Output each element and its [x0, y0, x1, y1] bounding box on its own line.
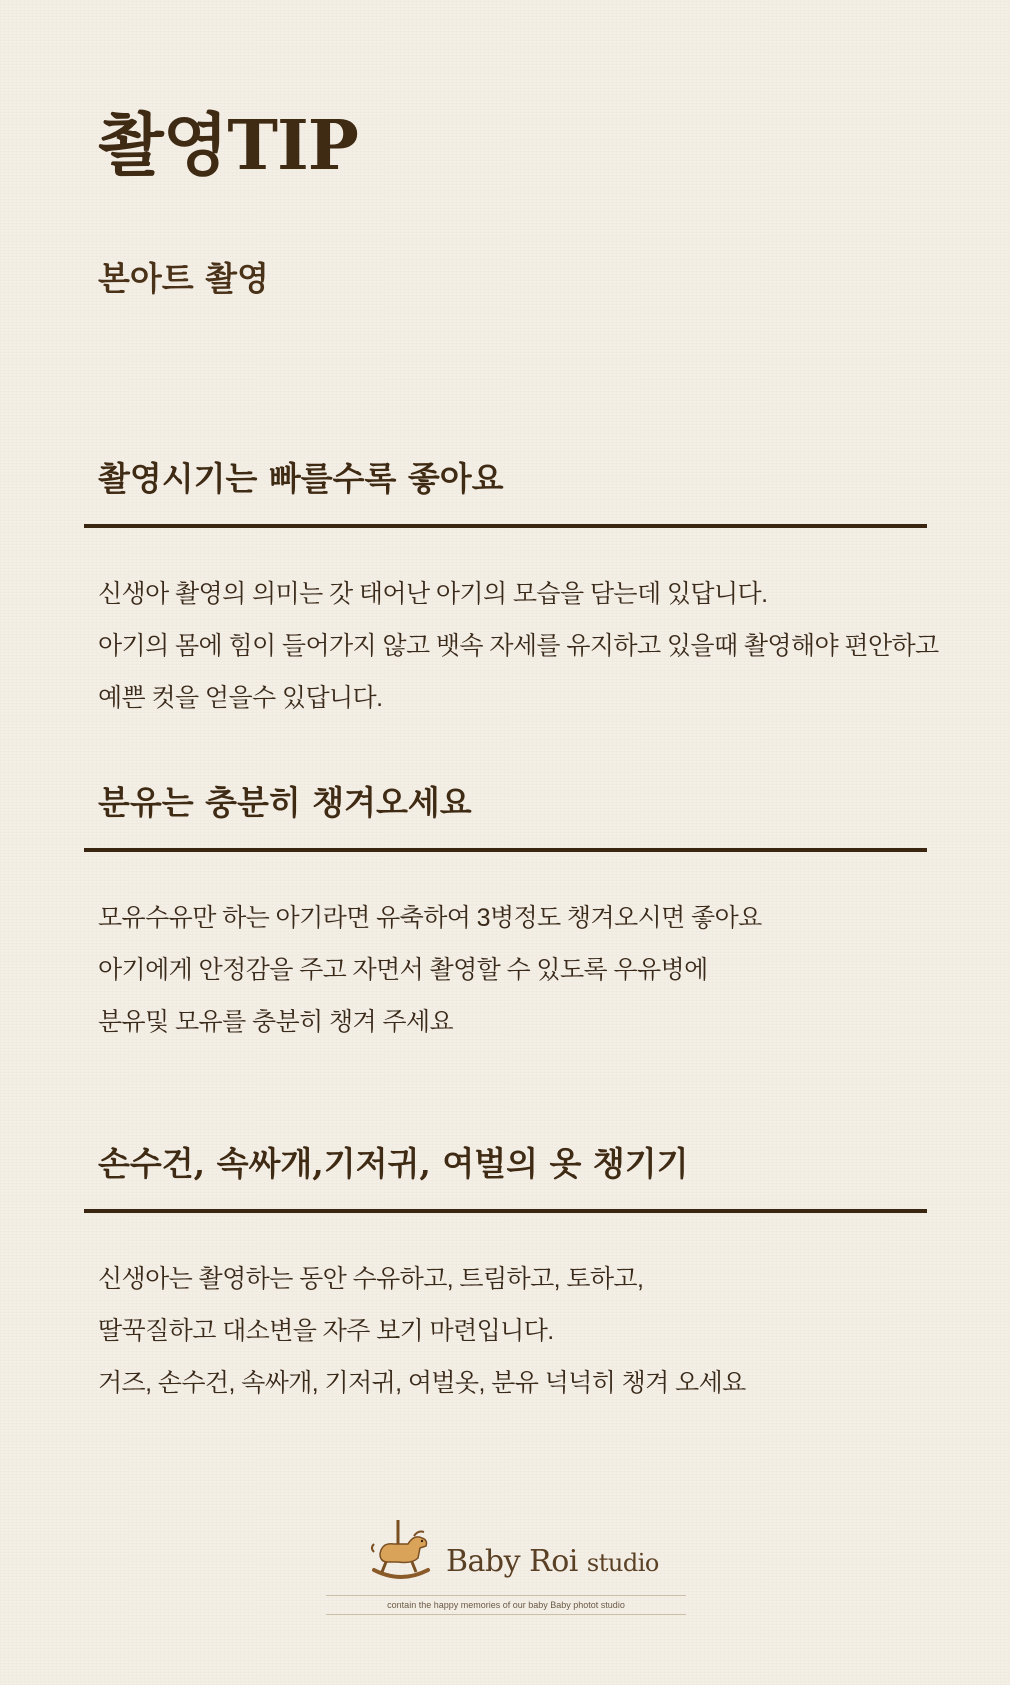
- logo-tagline: contain the happy memories of our baby Baby photot studio: [387, 1600, 625, 1610]
- body-line: 신생아는 촬영하는 동안 수유하고, 트림하고, 토하고,: [98, 1265, 644, 1293]
- logo-divider-top: [326, 1595, 686, 1596]
- logo-divider-bottom: [326, 1614, 686, 1615]
- logo-wordmark: [446, 1544, 659, 1579]
- body-line: 분유및 모유를 충분히 챙겨 주세요: [98, 1008, 454, 1036]
- body-line: 신생아 촬영의 의미는 갓 태어난 아기의 모습을 담는데 있답니다.: [98, 580, 768, 608]
- section-body: [98, 892, 762, 1048]
- body-line: 예쁜 컷을 얻을수 있답니다.: [98, 684, 383, 712]
- studio-logo: [326, 1518, 686, 1618]
- section-body: [98, 568, 939, 724]
- page-title: 촬영TIP: [98, 106, 358, 186]
- logo-suffix: studio: [586, 1549, 659, 1577]
- section-divider: [84, 848, 927, 852]
- body-line: 모유수유만 하는 아기라면 유축하여 3병정도 챙겨오시면 좋아요: [98, 904, 762, 932]
- logo-name: Baby Roi: [446, 1544, 578, 1579]
- body-line: 거즈, 손수건, 속싸개, 기저귀, 여벌옷, 분유 넉넉히 챙겨 오세요: [98, 1369, 746, 1397]
- body-line: 딸꾹질하고 대소변을 자주 보기 마련입니다.: [98, 1317, 554, 1345]
- section-heading: 손수건, 속싸개,기저귀, 여벌의 옷 챙기기: [98, 1144, 689, 1183]
- page-subtitle: 본아트 촬영: [98, 259, 269, 298]
- section-divider: [84, 1209, 927, 1213]
- rocking-horse-icon: [368, 1518, 434, 1590]
- section-body: [98, 1253, 746, 1409]
- section-heading: 분유는 충분히 챙겨오세요: [98, 783, 472, 822]
- section-divider: [84, 524, 927, 528]
- body-line: 아기에게 안정감을 주고 자면서 촬영할 수 있도록 우유병에: [98, 956, 708, 984]
- body-line: 아기의 몸에 힘이 들어가지 않고 뱃속 자세를 유지하고 있을때 촬영해야 편안하고: [98, 632, 939, 660]
- section-heading: 촬영시기는 빠를수록 좋아요: [98, 459, 504, 498]
